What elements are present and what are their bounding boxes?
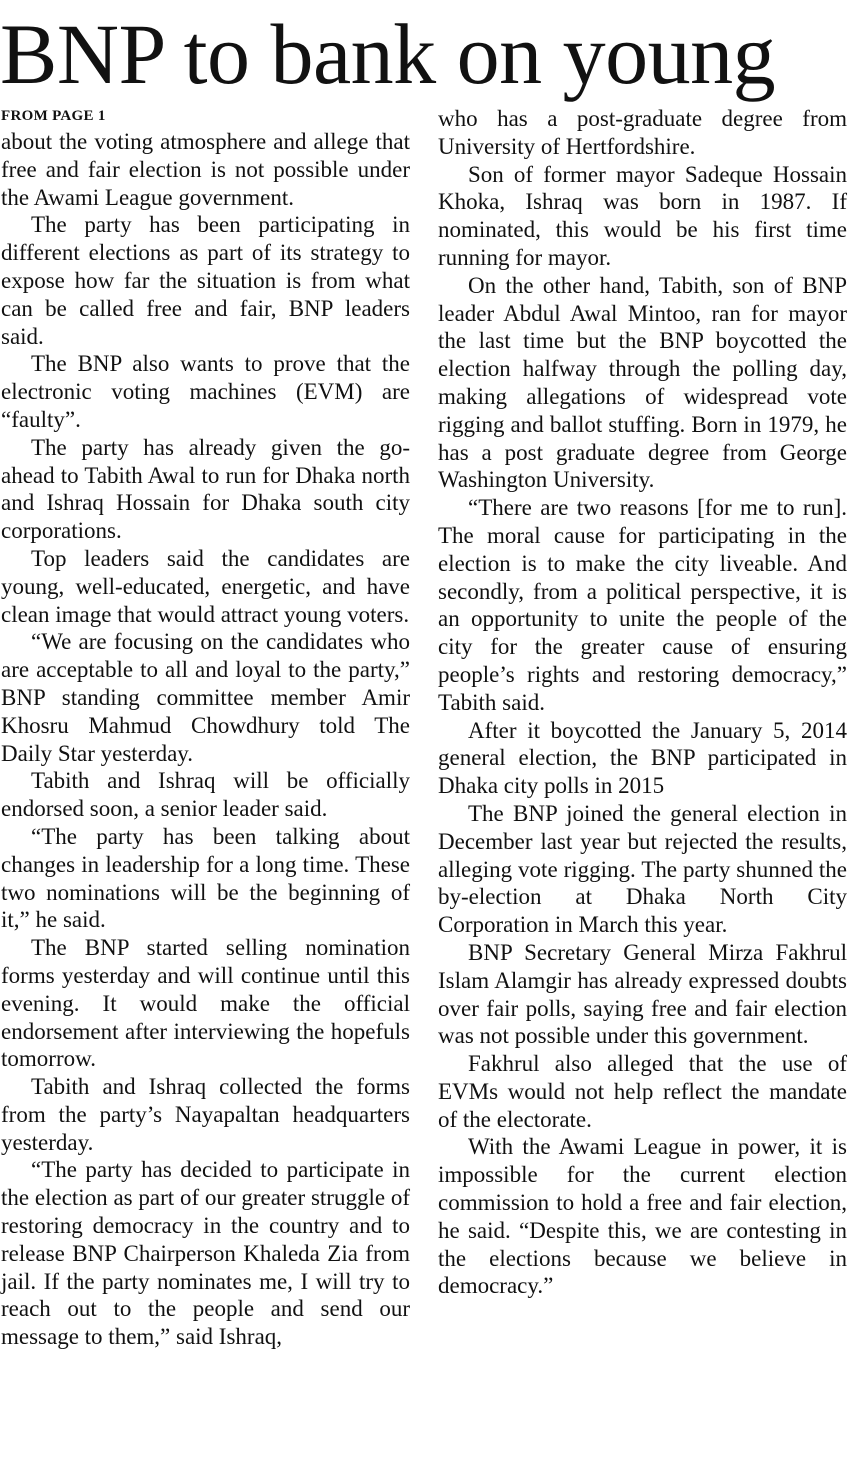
- paragraph: “The party has been talking about changes in leadership for a long time. These two nominations will be the beginning of it,” he said.: [1, 823, 410, 933]
- headline: BNP to bank on young: [0, 6, 776, 102]
- paragraph: “There are two reasons [for me to run]. The moral cause for participating in the election is to make the city liveable. And secondly, from a political perspective, it is an opportunity to unite the people of the city for the greater cause of ensuring people’s rights and restoring democracy,” Tabith said.: [438, 495, 847, 715]
- paragraph: The party has been participating in different elections as part of its strategy to expose how far the situation is from what can be called free and fair, BNP leaders said.: [1, 212, 410, 349]
- jump-line: FROM PAGE 1: [1, 108, 106, 124]
- paragraph: The BNP joined the general election in December last year but rejected the results, alleging vote rigging. The party shunned the by-election at Dhaka North City Corporation in March this year.: [438, 800, 847, 938]
- paragraph: about the voting atmosphere and allege that free and fair election is not possible under the Awami League government.: [1, 129, 410, 210]
- paragraph: “The party has decided to participate in the election as part of our greater struggle of restoring democracy in the country and to release BNP Chairperson Khaleda Zia from jail. If the party nominates me, I will try to reach out to the people and send our message to them,” said Ishraq,: [1, 1157, 410, 1350]
- paragraph: Son of former mayor Sadeque Hossain Khoka, Ishraq was born in 1987. If nominated, this would be his first time running for mayor.: [438, 161, 847, 270]
- paragraph: With the Awami League in power, it is impossible for the current election commission to hold a free and fair election, he said. “Despite this, we are contesting in the elections because we believe in democracy.”: [438, 1134, 847, 1299]
- paragraph: who has a post-graduate degree from University of Hertfordshire.: [438, 106, 847, 159]
- paragraph: After it boycotted the January 5, 2014 general election, the BNP participated in Dhaka city polls in 2015: [438, 717, 847, 799]
- paragraph: On the other hand, Tabith, son of BNP leader Abdul Awal Mintoo, ran for mayor the last time but the BNP boycotted the election halfway through the polling day, making allegations of widespread vote rigging and ballot stuffing. Born in 1979, he has a post graduate degree from George Washington University.: [438, 272, 847, 493]
- paragraph: The party has already given the go-ahead to Tabith Awal to run for Dhaka north and Ishraq Hossain for Dhaka south city corporations.: [1, 434, 410, 544]
- article-column-right: [438, 105, 847, 1300]
- paragraph: Top leaders said the candidates are young, well-educated, energetic, and have clean image that would attract young voters.: [1, 545, 410, 627]
- paragraph: BNP Secretary General Mirza Fakhrul Islam Alamgir has already expressed doubts over fair polls, saying free and fair election was not possible under this government.: [438, 939, 847, 1049]
- paragraph: The BNP started selling nomination forms yesterday and will continue until this evening. It would make the official endorsement after interviewing the hopefuls tomorrow.: [1, 935, 410, 1072]
- paragraph: Tabith and Ishraq will be officially endorsed soon, a senior leader said.: [1, 768, 410, 822]
- paragraph: Tabith and Ishraq collected the forms from the party’s Nayapaltan headquarters yesterday.: [1, 1074, 410, 1155]
- paragraph: The BNP also wants to prove that the electronic voting machines (EVM) are “faulty”.: [1, 351, 410, 432]
- paragraph: “We are focusing on the candidates who are acceptable to all and loyal to the party,” BNP standing committee member Amir Khosru Mahmud Chowdhury told The Daily Star yesterday.: [1, 629, 410, 766]
- paragraph: Fakhrul also alleged that the use of EVMs would not help reflect the mandate of the electorate.: [438, 1051, 847, 1132]
- article-column-left: [1, 104, 410, 1351]
